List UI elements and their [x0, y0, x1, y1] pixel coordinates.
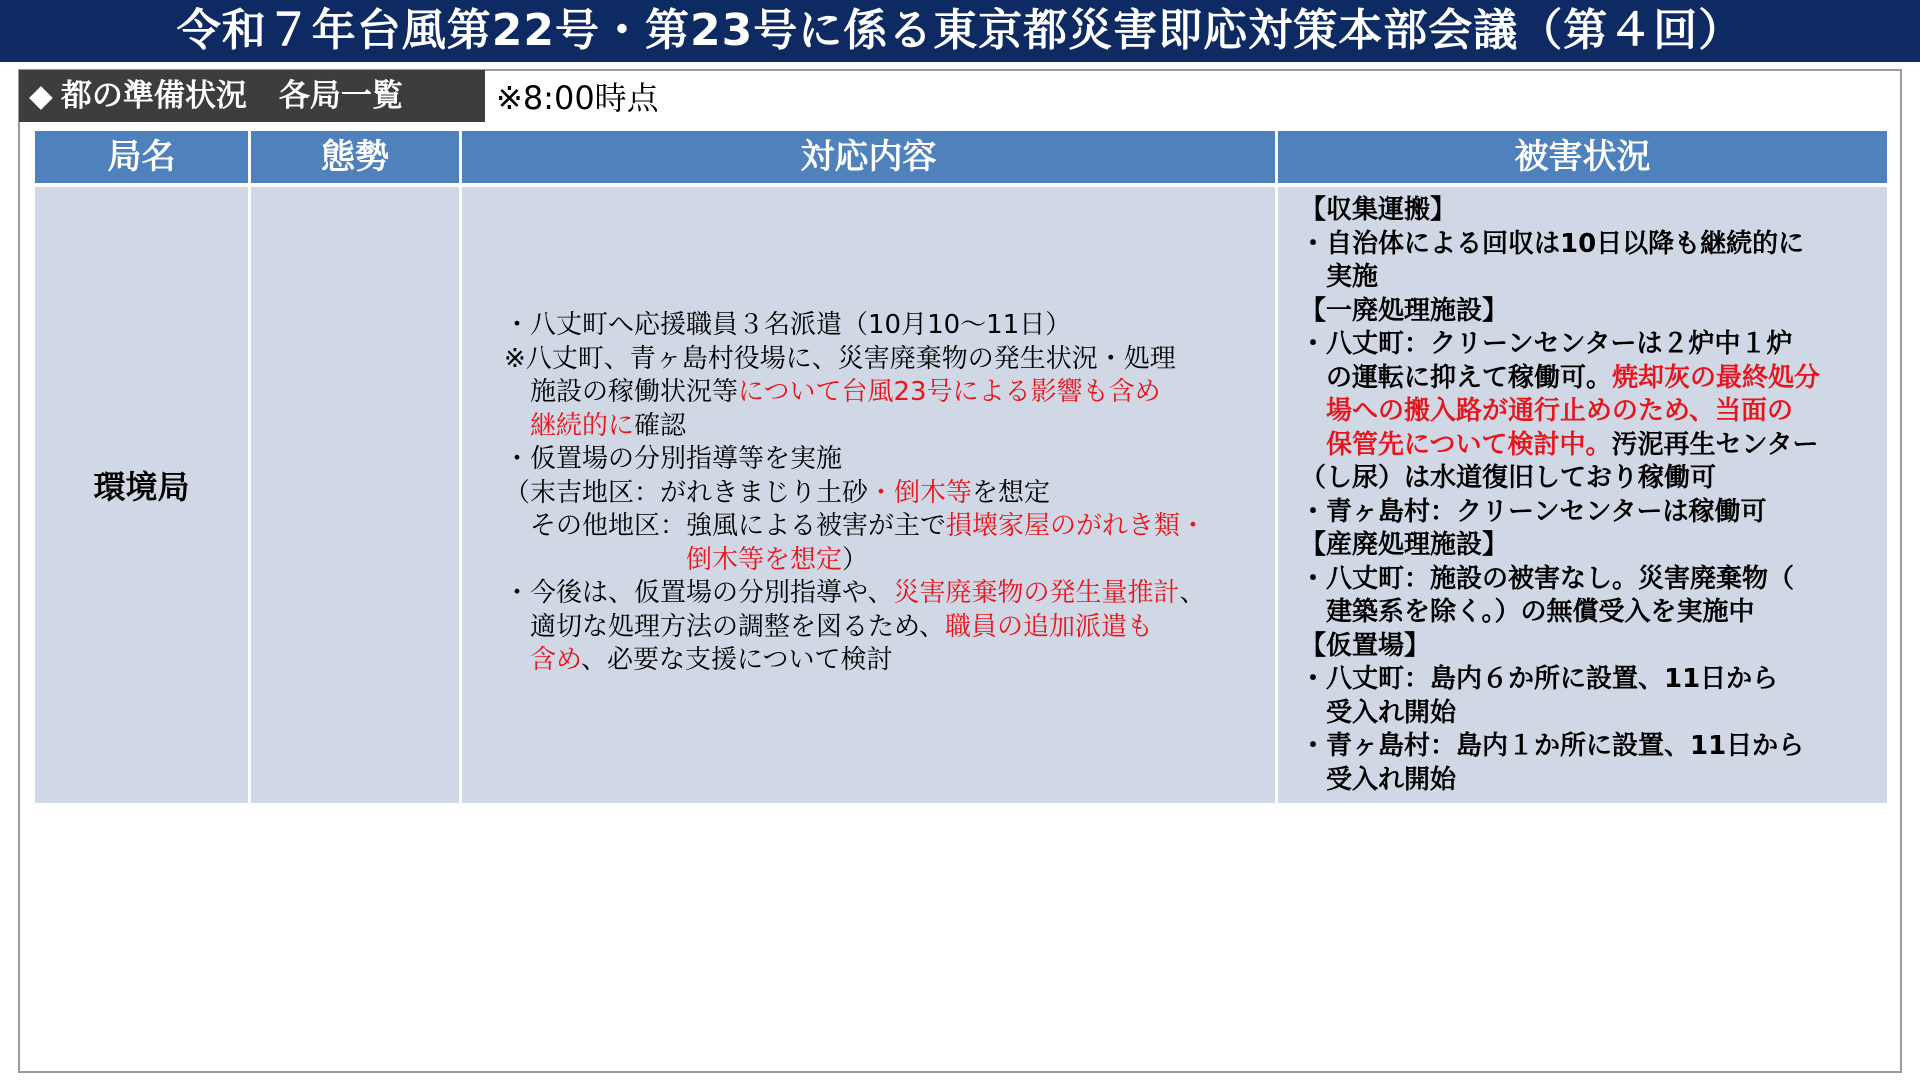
text-segment: （し尿）は水道復旧しており稼働可 [1300, 463, 1717, 493]
damage-line [1300, 261, 1860, 295]
highlight-text: 保管先について検討中。 [1326, 429, 1612, 460]
damage-line [1300, 764, 1860, 798]
response-line [504, 376, 1294, 410]
text-segment [504, 645, 530, 675]
response-line [504, 577, 1294, 611]
column-header-posture: 態勢 [251, 131, 459, 183]
damage-line [1300, 496, 1860, 530]
column-header-damage: 被害状況 [1278, 131, 1887, 183]
text-segment [504, 545, 686, 575]
damage-line [1300, 596, 1860, 630]
text-segment: 、 [1179, 578, 1206, 608]
text-segment: 【収集運搬】 [1300, 195, 1457, 225]
response-line [504, 443, 1294, 477]
text-segment: ・自治体による回収は10日以降も継続的に [1300, 228, 1805, 259]
text-segment: その他地区：強風による被害が主で [504, 511, 947, 541]
text-segment: 建築系を除く。）の無償受入を実施中 [1300, 597, 1755, 627]
highlight-text: 含め [530, 645, 581, 675]
highlight-text: 継続的に [530, 410, 635, 441]
department-name: 環境局 [93, 468, 190, 506]
text-segment: 受入れ開始 [1300, 764, 1457, 795]
text-segment: ・八丈町へ応援職員３名派遣（10月10～11日） [504, 310, 1072, 340]
text-segment: 確認 [634, 410, 687, 441]
text-segment: ・仮置場の分別指導等を実施 [504, 444, 843, 474]
column-header-department: 局名 [35, 131, 248, 183]
damage-line [1300, 429, 1860, 463]
cell-response [462, 187, 1275, 803]
text-segment: 汚泥再生センター [1611, 429, 1819, 460]
response-text [504, 309, 1294, 678]
response-line [504, 410, 1294, 444]
text-segment: 受入れ開始 [1300, 697, 1457, 728]
highlight-text: 場への搬入路が通行止めのため、当面の [1326, 396, 1793, 426]
damage-line [1300, 194, 1860, 228]
text-segment: ・青ヶ島村：クリーンセンターは稼働可 [1300, 496, 1767, 527]
response-line [504, 644, 1294, 678]
highlight-text: 職員の追加派遣も [944, 611, 1153, 642]
text-segment: ・今後は、仮置場の分別指導や、 [504, 578, 894, 608]
cell-damage [1278, 187, 1887, 803]
damage-line [1300, 697, 1860, 731]
text-segment: ） [842, 544, 869, 575]
timestamp: ※8:00時点 [496, 79, 659, 117]
section-title: 都の準備状況 [60, 78, 247, 114]
damage-line [1300, 730, 1860, 764]
damage-line [1300, 563, 1860, 597]
highlight-text: 倒木等を想定 [686, 544, 843, 575]
damage-line [1300, 630, 1860, 664]
diamond-icon: ◆ [29, 78, 53, 114]
damage-line [1300, 295, 1860, 329]
page-title: 令和７年台風第22号・第23号に係る東京都災害即応対策本部会議（第４回） [0, 0, 1920, 62]
text-segment: を想定 [972, 477, 1051, 508]
text-segment: 施設の稼働状況等 [504, 377, 739, 407]
text-segment: 【一廃処理施設】 [1300, 295, 1509, 326]
text-segment: 、必要な支援について検討 [580, 645, 893, 675]
damage-line [1300, 362, 1860, 396]
text-segment: （末吉地区：がれきまじり土砂 [504, 477, 869, 508]
response-line [504, 477, 1294, 511]
response-line [504, 544, 1294, 578]
highlight-text: 損壊家屋のがれき類・ [946, 511, 1207, 541]
highlight-text: ・倒木等 [868, 477, 973, 508]
text-segment: ※八丈町、青ヶ島村役場に、災害廃棄物の発生状況・処理 [504, 343, 1176, 374]
cell-department [35, 187, 248, 803]
highlight-text: 焼却灰の最終処分 [1612, 362, 1821, 393]
response-line [504, 309, 1294, 343]
text-segment: 適切な処理方法の調整を図るため、 [504, 611, 945, 642]
text-segment: ・八丈町：クリーンセンターは２炉中１炉 [1300, 329, 1793, 359]
text-segment: 実施 [1300, 262, 1379, 292]
response-line [504, 510, 1294, 544]
damage-line [1300, 462, 1860, 496]
response-line [504, 343, 1294, 377]
column-header-response: 対応内容 [462, 131, 1275, 183]
text-segment [1300, 396, 1326, 426]
damage-line [1300, 529, 1860, 563]
highlight-text: について台風23号による影響も含め [738, 377, 1161, 407]
damage-line [1300, 328, 1860, 362]
response-line [504, 611, 1294, 645]
text-segment [1300, 430, 1326, 460]
text-segment: ・青ヶ島村：島内１か所に設置、11日から [1300, 731, 1805, 761]
highlight-text: 災害廃棄物の発生量推計 [893, 578, 1180, 608]
damage-line [1300, 663, 1860, 697]
damage-line [1300, 228, 1860, 262]
text-segment: 【産廃処理施設】 [1300, 530, 1509, 560]
section-label [19, 70, 485, 122]
text-segment: ・八丈町：施設の被害なし。災害廃棄物（ [1300, 563, 1795, 594]
text-segment: ・八丈町：島内６か所に設置、11日から [1300, 664, 1779, 694]
section-subtitle: 各局一覧 [278, 78, 403, 114]
text-segment: 【仮置場】 [1300, 630, 1431, 661]
text-segment [504, 411, 530, 441]
damage-text [1300, 194, 1860, 797]
text-segment: の運転に抑えて稼働可。 [1300, 362, 1613, 393]
damage-line [1300, 395, 1860, 429]
cell-posture [251, 187, 459, 803]
